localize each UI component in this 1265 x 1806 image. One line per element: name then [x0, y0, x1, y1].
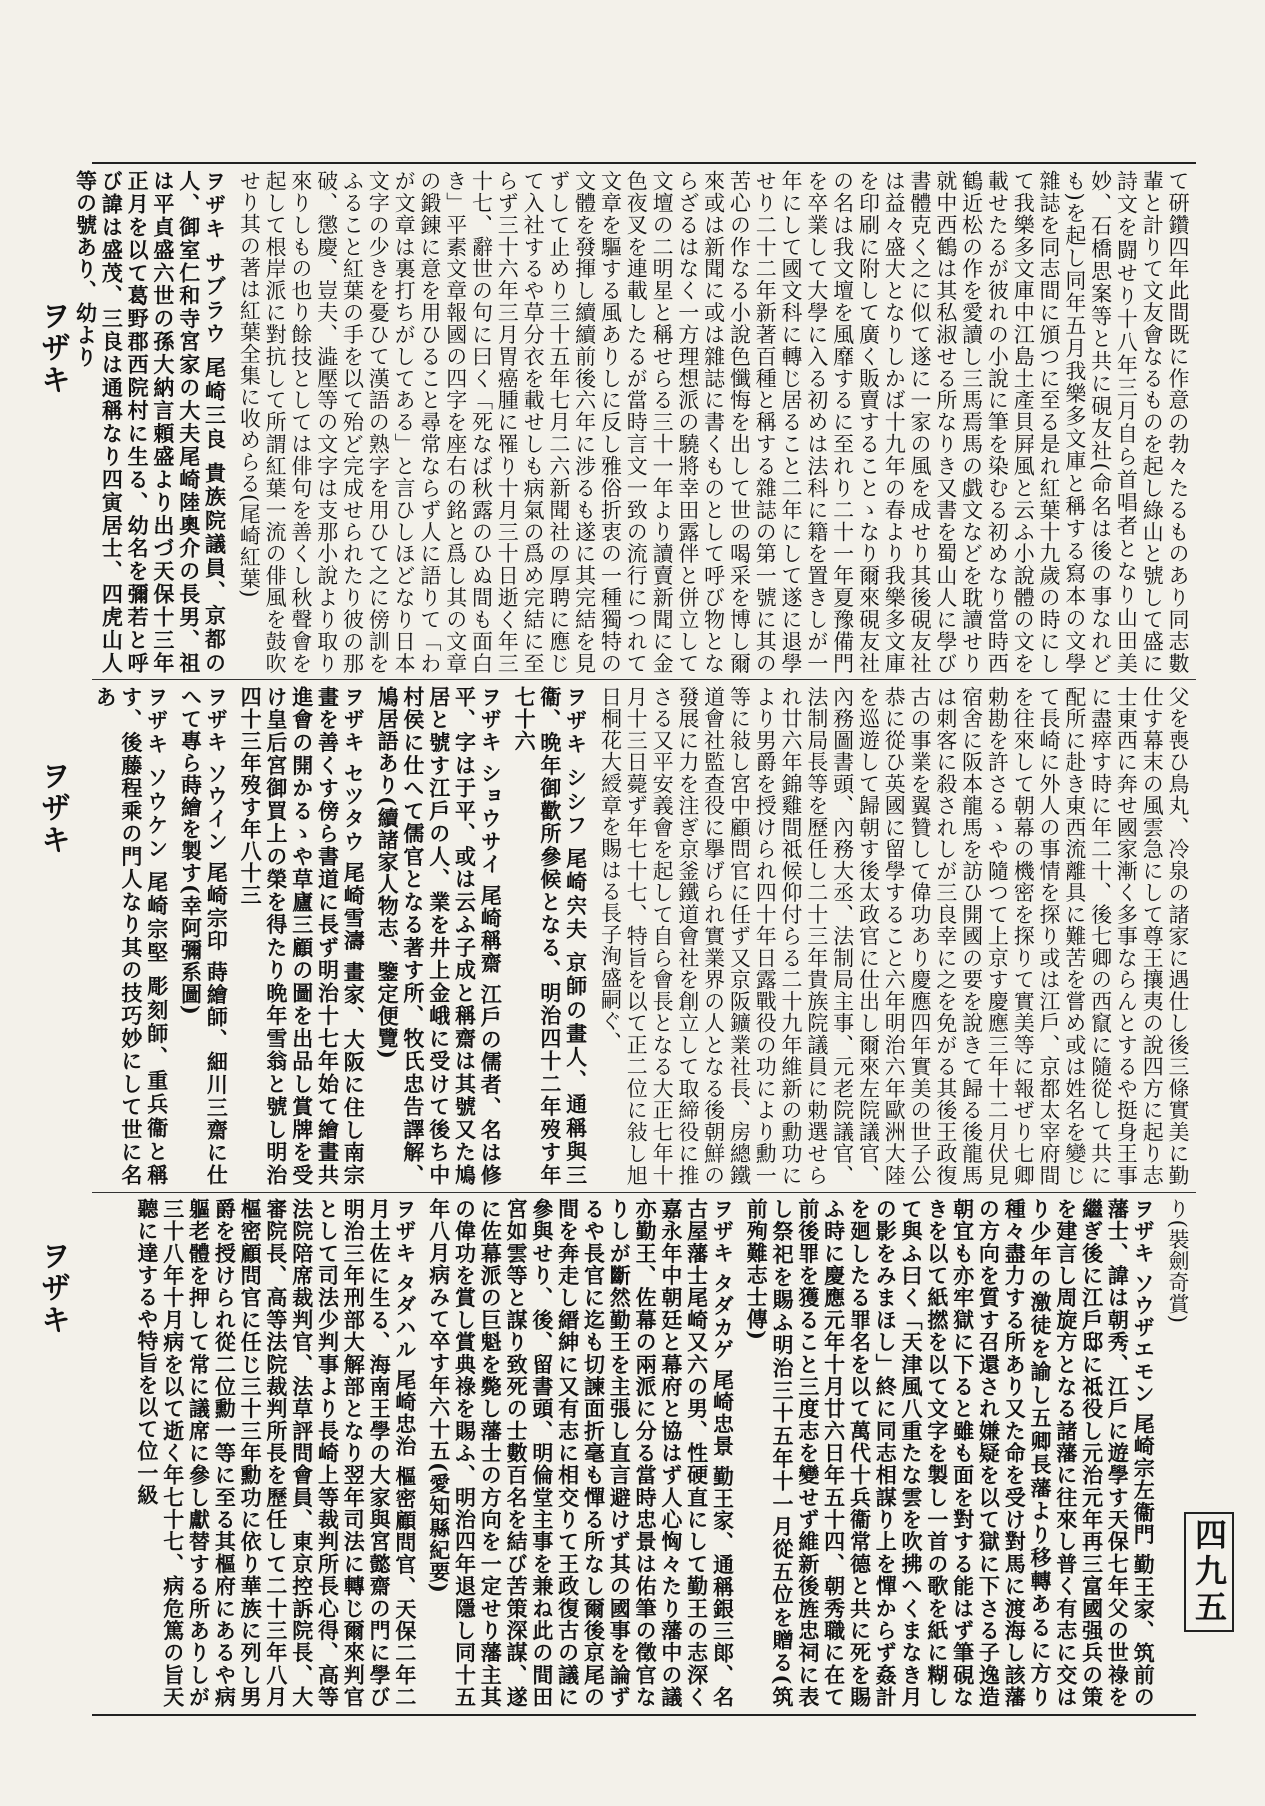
band-divider-2 [92, 1192, 1196, 1193]
text-band-2 [92, 686, 1196, 1186]
paragraph: て硏鑽四年此間既に作意の勃々たるものあり同志數輩と計りて文友會なるものを起し綠山と號して盛に詩文を闘せり十八年三月自ら首唱者となり山田美妙、石橋思案等と共に硯友社(命名は後の事なれども)を起し同年五月我樂多文庫と稱する寫本の文學雜誌を同志間に頒つに至る是れ紅葉十九歲の時にして我樂多文庫中江島土產貝屛風と云ふ小說體の文を載せたるが彼れの小說に筆を染むる初めなり當時西鶴近松の作を愛讀し三馬焉馬の戯文などを耽讀せり就中西鶴は其私淑せる所なりき又書を蜀山人に學び書體克く之に似て遂に一家の風を成せり其後硯友社は益々盛大となりしかば十九年の春より我樂多文庫を印刷に附して廣く販賣することゝなり爾來硯友社の名は我文壇を風靡するに至れり二十一年夏豫備門を卒業して大學に入る初めは法科に籍を置きしが一年にして國文科に轉じ居ること二年にして遂に退學せり二十二年新著百種と稱する雜誌の第一號に其の苦心の作なる小說色懺悔を出して世の喝采を博し爾來或は新聞に或は雜誌に書くものとして呼び物とならざるはなく一方理想派の驍將幸田露伴と併立して文壇の二明星と稱せらる三十一年より讀賣新聞に金色夜叉を連載したるが當時言文一致の流行につれて文章を驅する風ありしに反し雅俗折衷の一種獨特の文體を發揮し續續前後六年に涉るも遂に其完結を見ずして止めり三十五年七月二六新聞社の厚聘に應じて入社するや草分衣を載せしも病氣の爲め完結に至らず三十六年三月胃癌腫に罹り十月三十日逝く年三十七、辭世の句に曰く「死なば秋露のひぬ間も面白き」平素文章報國の四字を座右の銘と爲し其の文章の鍛錬に意を用ひること尋常ならず人に語りて「わが文章は裏打ちがしてある」と言ひしほどなり日本文字の少きを憂ひて漢語の熟字を用ひて之に傍訓をふること紅葉の手を以て殆ど完成せられたり彼の那破、懲慶、豈夫、澁壓等の文字は支那小說より取り來りしもの也り餘技としては俳句を善くし秋聲會を起して根岸派に對抗して所謂紅葉一流の俳風を鼓吹せり其の著は紅葉全集に收めらる(尾崎紅葉) [237, 170, 1190, 674]
paragraph: 父を喪ひ鳥丸、冷泉の諸家に遇仕し後三條實美に勤仕す幕末の風雲急にして尊王攘夷の說四方に起り志士東西に奔せ國家漸く多事ならんとするや挺身王事に盡瘁す時に年二十、後七卿の西竄に隨從して共に配所に赴き東西流離具に難苦を嘗め或は姓名を變じて長崎に外人の事情を探り或は江戶、京都太宰府間を往來して朝幕の機密を探りて實美等に報ぜり七卿勅勘を許さるゝや隨つて上京す慶應三年十二月伏見宿舍に阪本龍馬を訪ひ開國の要を說きて歸る後龍馬は刺客に殺されしが三良幸に之を免がる其後王政復古の事業を翼贊して偉功あり慶應四年實美の世子公恭に從ひ英國に留學すること六年明治六年歐洲大陸を巡遊して歸朝す後太政官に仕出し爾來左院議官、內務圖書頭、內務大丞、法制局主事、元老院議官、法制局長等を歷任し二十三年貴族院議員に勅選せられ廿六年錦雞間祗候仰付らる二十九年維新の勳功により男爵を授けられ四十年日露戰役の功により勳一等に敍し宮中顧問官に任ず又京阪鑛業社長、房總鐵道會社監查役に擧げられ實業界の人となる後朝鮮の發展に力を注ぎ京釜鐵道會社を創立して取締役に推さる又平安義會を起して自ら會長となる大正七年十月十三日薨ず年七十七、特旨を以て正二位に敍し旭日桐花大綬章を賜はる長子洵盛嗣ぐ、 [598, 686, 1190, 1186]
margin-index-label: ヲザキ [35, 1240, 70, 1336]
entry-ozaki-sozaemon: ヲザキ ソウザエモン 尾崎宗左衞門 勤王家、筑前の藩士、諱は朝秀、江戶に遊學す天保七年父の世祿を繼ぎ後に江戶邸に祗役し元治元年再三富國强兵の策を建言し周旋方となる諸藩に往來し普く有志に交はり少年の激徒を諭し五卿長藩より移轉あるに方り種々盡力する所あり又た命を受け對馬に渡海し該藩の方向を質す召還され嫌疑を以て獄に下さる子逸造朝宜も亦牢獄に下ると雖も面を對する能はず筆硯なきを以て紙撚を以て文字を製し一首の歌を紙に糊して與ふ曰く「天津風八重たな雲を吹拂へくまなき月の影をみまほし」終に同志相謀り上を憚からず姦計を廻したる罪名を以て萬代十兵衞常德と共に死を賜ふ時に慶應元年十月廿六日年五十四、朝秀職に在て前後罪を獲ること三度志を變せず維新後旌忠祠に表し祭祀を賜ふ明治三十五年十一月從五位を贈る(筑前殉難志士傳) [744, 1198, 1157, 1709]
entry-ozaki-shishifu: ヲザキ シシフ 尾崎宍夫 京師の畫人、通稱與三衞、晩年御歡所參候となる、明治四十二年歿す年七十六 [512, 686, 589, 1186]
paragraph: り(裝劍奇賞) [1166, 1198, 1190, 1324]
entry-ozaki-setto: ヲザキ セツタウ 尾崎雪濤 畫家、大阪に住し南宗畫を善くす傍ら書道に長ず明治十七年始て繪畫共進會の開かるゝや草廬三顧の圖を出品し賞牌を受け皇后宮御買上の榮を得たり晩年雪翁と號し明治四十三年歿す年八十三 [238, 686, 367, 1186]
vertical-text-column [100, 1198, 1190, 1708]
margin-index-label: ヲザキ [35, 300, 70, 396]
band-divider-1 [92, 679, 1196, 680]
page-number: 四九五 [1184, 1512, 1234, 1632]
vertical-text-column [93, 686, 1190, 1186]
entry-ozaki-shosai: ヲザキ ショウサイ 尾崎稱齋 江戶の儒者、名は修平、字は于平、或は云ふ子成と稱齋は其號又た鳩居と號す江戶の人、業を井上金峨に受けて後ち中村侯に仕へて儒官となる著す所、牧氏忠告譯解、鳩居語あり(續諸家人物志、鑒定便覽) [375, 686, 504, 1186]
page-frame [73, 162, 1196, 1716]
entry-ozaki-soin: ヲザキ ソウイン 尾崎宗印 蒔繪師、細川三齋に仕へて專ら蒔繪を製す(幸阿彌系圖) [178, 686, 230, 1186]
entry-ozaki-soken: ヲザキ ソウケン 尾崎宗堅 彫刻師、重兵衞と稱す、後藤程乘の門人なり其の技巧妙にして世に名あ [93, 686, 170, 1186]
text-band-1 [73, 170, 1196, 675]
entry-ozaki-tadakage: ヲザキ タダカゲ 尾崎忠景 勤王家、通稱銀三郞、名古屋藩士尾崎又六の男、性硬直にして勤王の志深く嘉永年中朝廷と幕府と協はず人心恟々たり藩中の議亦勤王、佐幕の兩派に分る當時忠景は佑筆の徵官なりしが斷然勤王を主張し直言避けず其の國事を論ずるや長官に迄も切諫面折毫も憚る所なし爾後京尾の間を奔走し縉紳に又有志に相交りて王政復古の議に參與せり、後、留書頭、明倫堂主事を兼ね此の間田宮如雲等と謀り致死の士數百名を結び苦策深謀、遂に佐幕派の巨魁を斃し藩士の方向を一定せり藩主其の偉功を賞し賞典祿を賜ふ、明治四年退隱し同十五年八月病みて卒す年六十五(愛知縣紀要) [426, 1198, 736, 1709]
entry-ozaki-saburo: ヲザキ サブラウ 尾崎三良 貴族院議員、京都の人、御室仁和寺宮家の大夫尾崎陸奧介の長男、祖は平貞盛六世の孫大納言頼盛より出づ天保十三年正月を以て葛野郡西院村に生る、幼名を彌若と呼び諱は盛茂、三良は通稱なり四寅居士、四虎山人等の號あり、幼より [73, 170, 228, 675]
text-band-3 [92, 1198, 1196, 1708]
entry-ozaki-tadaharu: ヲザキ タダハル 尾崎忠治 樞密顧問官、天保二年二月土佐に生る、海南王學の大家與宮懿齋の門に學び明治三年刑部大解部となり翌年司法に轉じ爾來判官として司法少判事より長崎上等裁判所長心得、高等法院陪席裁判官、法草評問會員、東京控訴院長、大審院長、高等法院裁判所長を歷任して二十三年八月樞密顧問官に任じ三十三年勳功に依り華族に列し男爵を授けられ從二位勳一等に至る其樞府にあるや病軀老體を押して常に議席に參し獻替する所ありしが三十八年十月病を以て逝く年七十七、病危篤の旨天聽に達するや特旨を以て位一級 [134, 1198, 418, 1709]
vertical-text-column [73, 170, 1190, 675]
margin-index-label: ヲザキ [35, 760, 70, 856]
